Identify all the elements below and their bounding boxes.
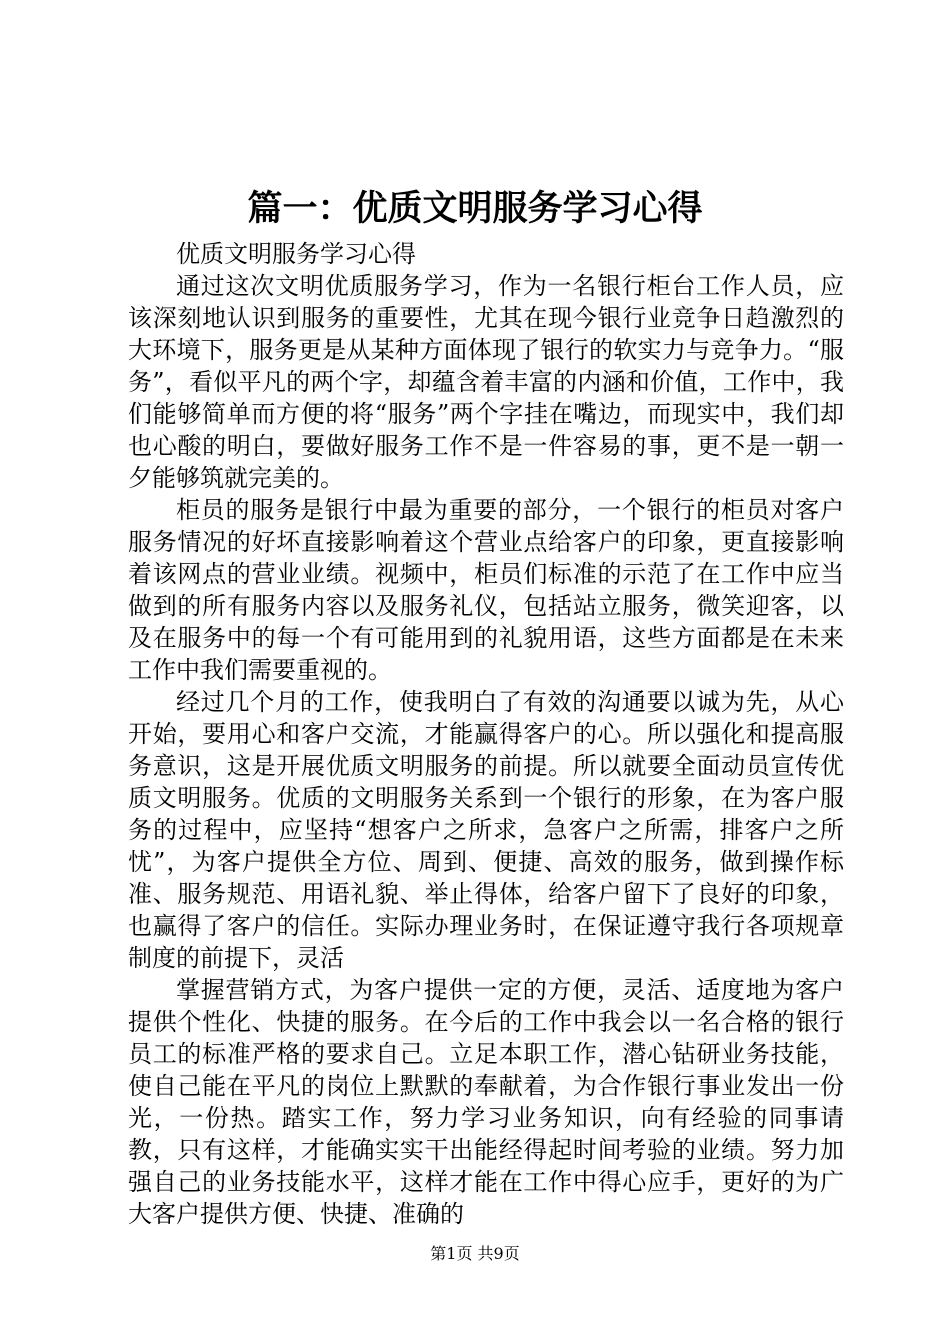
page-footer: 第1页 共9页 (430, 1244, 520, 1263)
document-title: 篇一：优质文明服务学习心得 (247, 188, 703, 229)
paragraph-3: 经过几个月的工作，使我明白了有效的沟通要以诚为先，从心开始，要用心和客户交流，才能赢得客户的心。所以强化和提高服务意识，这是开展优质文明服务的前提。所以就要全面动员宣传优质文明服务。优质的文明服务关系到一个银行的形象，在为客户服务的过程中，应坚持“想客户之所求，急客户之所需，排客户之所忧”，为客户提供全方位、周到、便捷、高效的服务，做到操作标准、服务规范、用语礼貌、举止得体，给客户留下了良好的印象，也赢得了客户的信任。实际办理业务时，在保证遵守我行各项规章制度的前提下，灵活 (128, 688, 844, 972)
paragraph-2: 柜员的服务是银行中最为重要的部分，一个银行的柜员对客户服务情况的好坏直接影响着这个营业点给客户的印象，更直接影响着该网点的营业业绩。视频中，柜员们标准的示范了在工作中应当做到的所有服务内容以及服务礼仪，包括站立服务，微笑迎客，以及在服务中的每一个有可能用到的礼貌用语，这些方面都是在未来工作中我们需要重视的。 (128, 496, 844, 684)
document-body (128, 238, 844, 1230)
paragraph-1: 通过这次文明优质服务学习，作为一名银行柜台工作人员，应该深刻地认识到服务的重要性，尤其在现今银行业竞争日趋激烈的大环境下，服务更是从某种方面体现了银行的软实力与竞争力。“服务”，看似平凡的两个字，却蕴含着丰富的内涵和价值，工作中，我们能够简单而方便的将“服务”两个字挂在嘴边，而现实中，我们却也心酸的明白，要做好服务工作不是一件容易的事，更不是一朝一夕能够筑就完美的。 (128, 272, 844, 492)
paragraph-4: 掌握营销方式，为客户提供一定的方便，灵活、适度地为客户提供个性化、快捷的服务。在今后的工作中我会以一名合格的银行员工的标准严格的要求自己。立足本职工作，潜心钻研业务技能，使自己能在平凡的岗位上默默的奉献着，为合作银行事业发出一份光，一份热。踏实工作，努力学习业务知识，向有经验的同事请教，只有这样，才能确实实干出能经得起时间考验的业绩。努力加强自己的业务技能水平，这样才能在工作中得心应手，更好的为广大客户提供方便、快捷、准确的 (128, 976, 844, 1228)
document-subtitle: 优质文明服务学习心得 (176, 240, 416, 268)
